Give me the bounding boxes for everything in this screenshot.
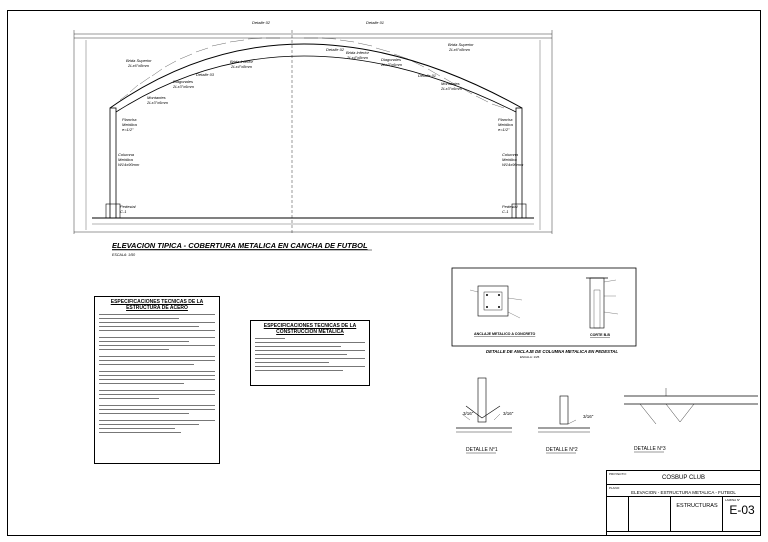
main-drawing-scale: ESCALA: 1/50 xyxy=(112,253,136,257)
title-block xyxy=(606,470,761,536)
label-brida-inf-left2: 2Lx4"x8mm xyxy=(231,64,252,69)
detail3-title: DETALLE N°3 xyxy=(634,446,666,452)
label-mont-left2: 2Lx3"x6mm xyxy=(147,100,168,105)
tb-plan: ELEVACION - ESTRUCTURA METALICA - FUTBOL xyxy=(631,490,736,495)
anclaje-left-title: ANCLAJE METALICO A CONCRETO xyxy=(474,332,536,336)
label-mont-left: Montantes xyxy=(147,95,166,100)
tb-sheet-label: LAMINA N° xyxy=(725,498,741,502)
anclaje-right-title: CORTE B-B xyxy=(590,333,610,337)
label-brida-sup-right2: 2Lx6"x8mm xyxy=(449,47,470,52)
label-diag-right: Diagonales xyxy=(381,57,402,62)
label-detalle-02b: Detalle 02 xyxy=(326,47,345,52)
specs-construction-box xyxy=(250,320,370,386)
specs-construction-title1: ESPECIFICACIONES TECNICAS DE LA xyxy=(263,323,357,329)
label-ped-left: Pedestal xyxy=(120,204,136,209)
label-col-right: Columna xyxy=(502,152,519,157)
anclaje-scale: ESCALA: 1/25 xyxy=(520,355,540,359)
label-brida-inf-left: Brida Inferior xyxy=(230,59,253,64)
label-brida-inf-right2: 2Lx4"x8mm xyxy=(347,55,368,60)
label-brida-inf-right: Brida Inferior xyxy=(346,50,369,55)
label-plancha-right2: Metálica xyxy=(498,122,513,127)
specs-steel-box xyxy=(94,296,220,464)
detail2-title: DETALLE N°2 xyxy=(546,447,578,453)
label-plancha-right3: e=1/2" xyxy=(498,127,510,132)
label-detalle-03: Detalle 03 xyxy=(196,72,215,77)
label-brida-sup-left: Brida Superior xyxy=(126,58,152,63)
label-col-left: Columna xyxy=(118,152,135,157)
label-plancha-right: Plancha xyxy=(498,117,513,122)
tb-plan-label: PLANO: xyxy=(609,486,621,490)
label-col-left3: W14x90mm xyxy=(118,162,140,167)
label-diag-right2: 2Lx3"x6mm xyxy=(381,62,402,67)
label-plancha-left3: e=1/2" xyxy=(122,127,134,132)
label-col-left2: Metálica xyxy=(118,157,133,162)
label-plancha-left: Plancha xyxy=(122,117,137,122)
label-detalle-01-right: Detalle 01 xyxy=(418,73,437,78)
label-brida-sup-left2: 2Lx6"x8mm xyxy=(128,63,149,68)
specs-steel-title1: ESPECIFICACIONES TECNICAS DE LA xyxy=(110,299,204,305)
label-col-right2: Metálica xyxy=(502,157,517,162)
detail1-title: DETALLE N°1 xyxy=(466,447,498,453)
label-col-right3: W14x90mm xyxy=(502,162,524,167)
detail2-weld: 3/16" xyxy=(583,414,594,419)
label-ped-right: Pedestal xyxy=(502,204,518,209)
tb-sheet-number: E-03 xyxy=(729,503,755,517)
label-plancha-left2: Metálica xyxy=(122,122,137,127)
tb-project: COSBUP CLUB xyxy=(662,475,705,481)
specs-construction-lines xyxy=(251,338,369,371)
specs-steel-title2: ESTRUCTURA DE ACERO xyxy=(126,305,188,311)
label-brida-sup-right: Brida Superior xyxy=(448,42,474,47)
label-diag-left: Diagonales xyxy=(173,79,194,84)
detail1-weld-left: 3/16" xyxy=(463,411,474,416)
detail1-weld-right: 3/16" xyxy=(503,411,514,416)
label-mont-right: Montantes xyxy=(441,81,460,86)
tb-discipline: ESTRUCTURAS xyxy=(676,503,718,509)
label-ped-left2: C-1 xyxy=(120,209,127,214)
label-mont-right2: 2Lx3"x6mm xyxy=(441,86,462,91)
main-drawing-title: ELEVACION TIPICA - COBERTURA METALICA EN CANCHA DE FUTBOL xyxy=(112,241,368,250)
tb-project-label: PROYECTO: xyxy=(609,472,627,476)
specs-steel-lines xyxy=(95,314,219,433)
label-diag-left2: 2Lx3"x6mm xyxy=(173,84,194,89)
label-detalle-02: Detalle 02 xyxy=(252,20,271,25)
anclaje-caption: DETALLE DE ANCLAJE DE COLUMNA METALICA EN PEDESTAL xyxy=(486,349,619,354)
specs-construction-title2: CONSTRUCCION METALICA xyxy=(276,329,344,335)
label-ped-right2: C-1 xyxy=(502,209,509,214)
label-detalle-01: Detalle 01 xyxy=(366,20,385,25)
